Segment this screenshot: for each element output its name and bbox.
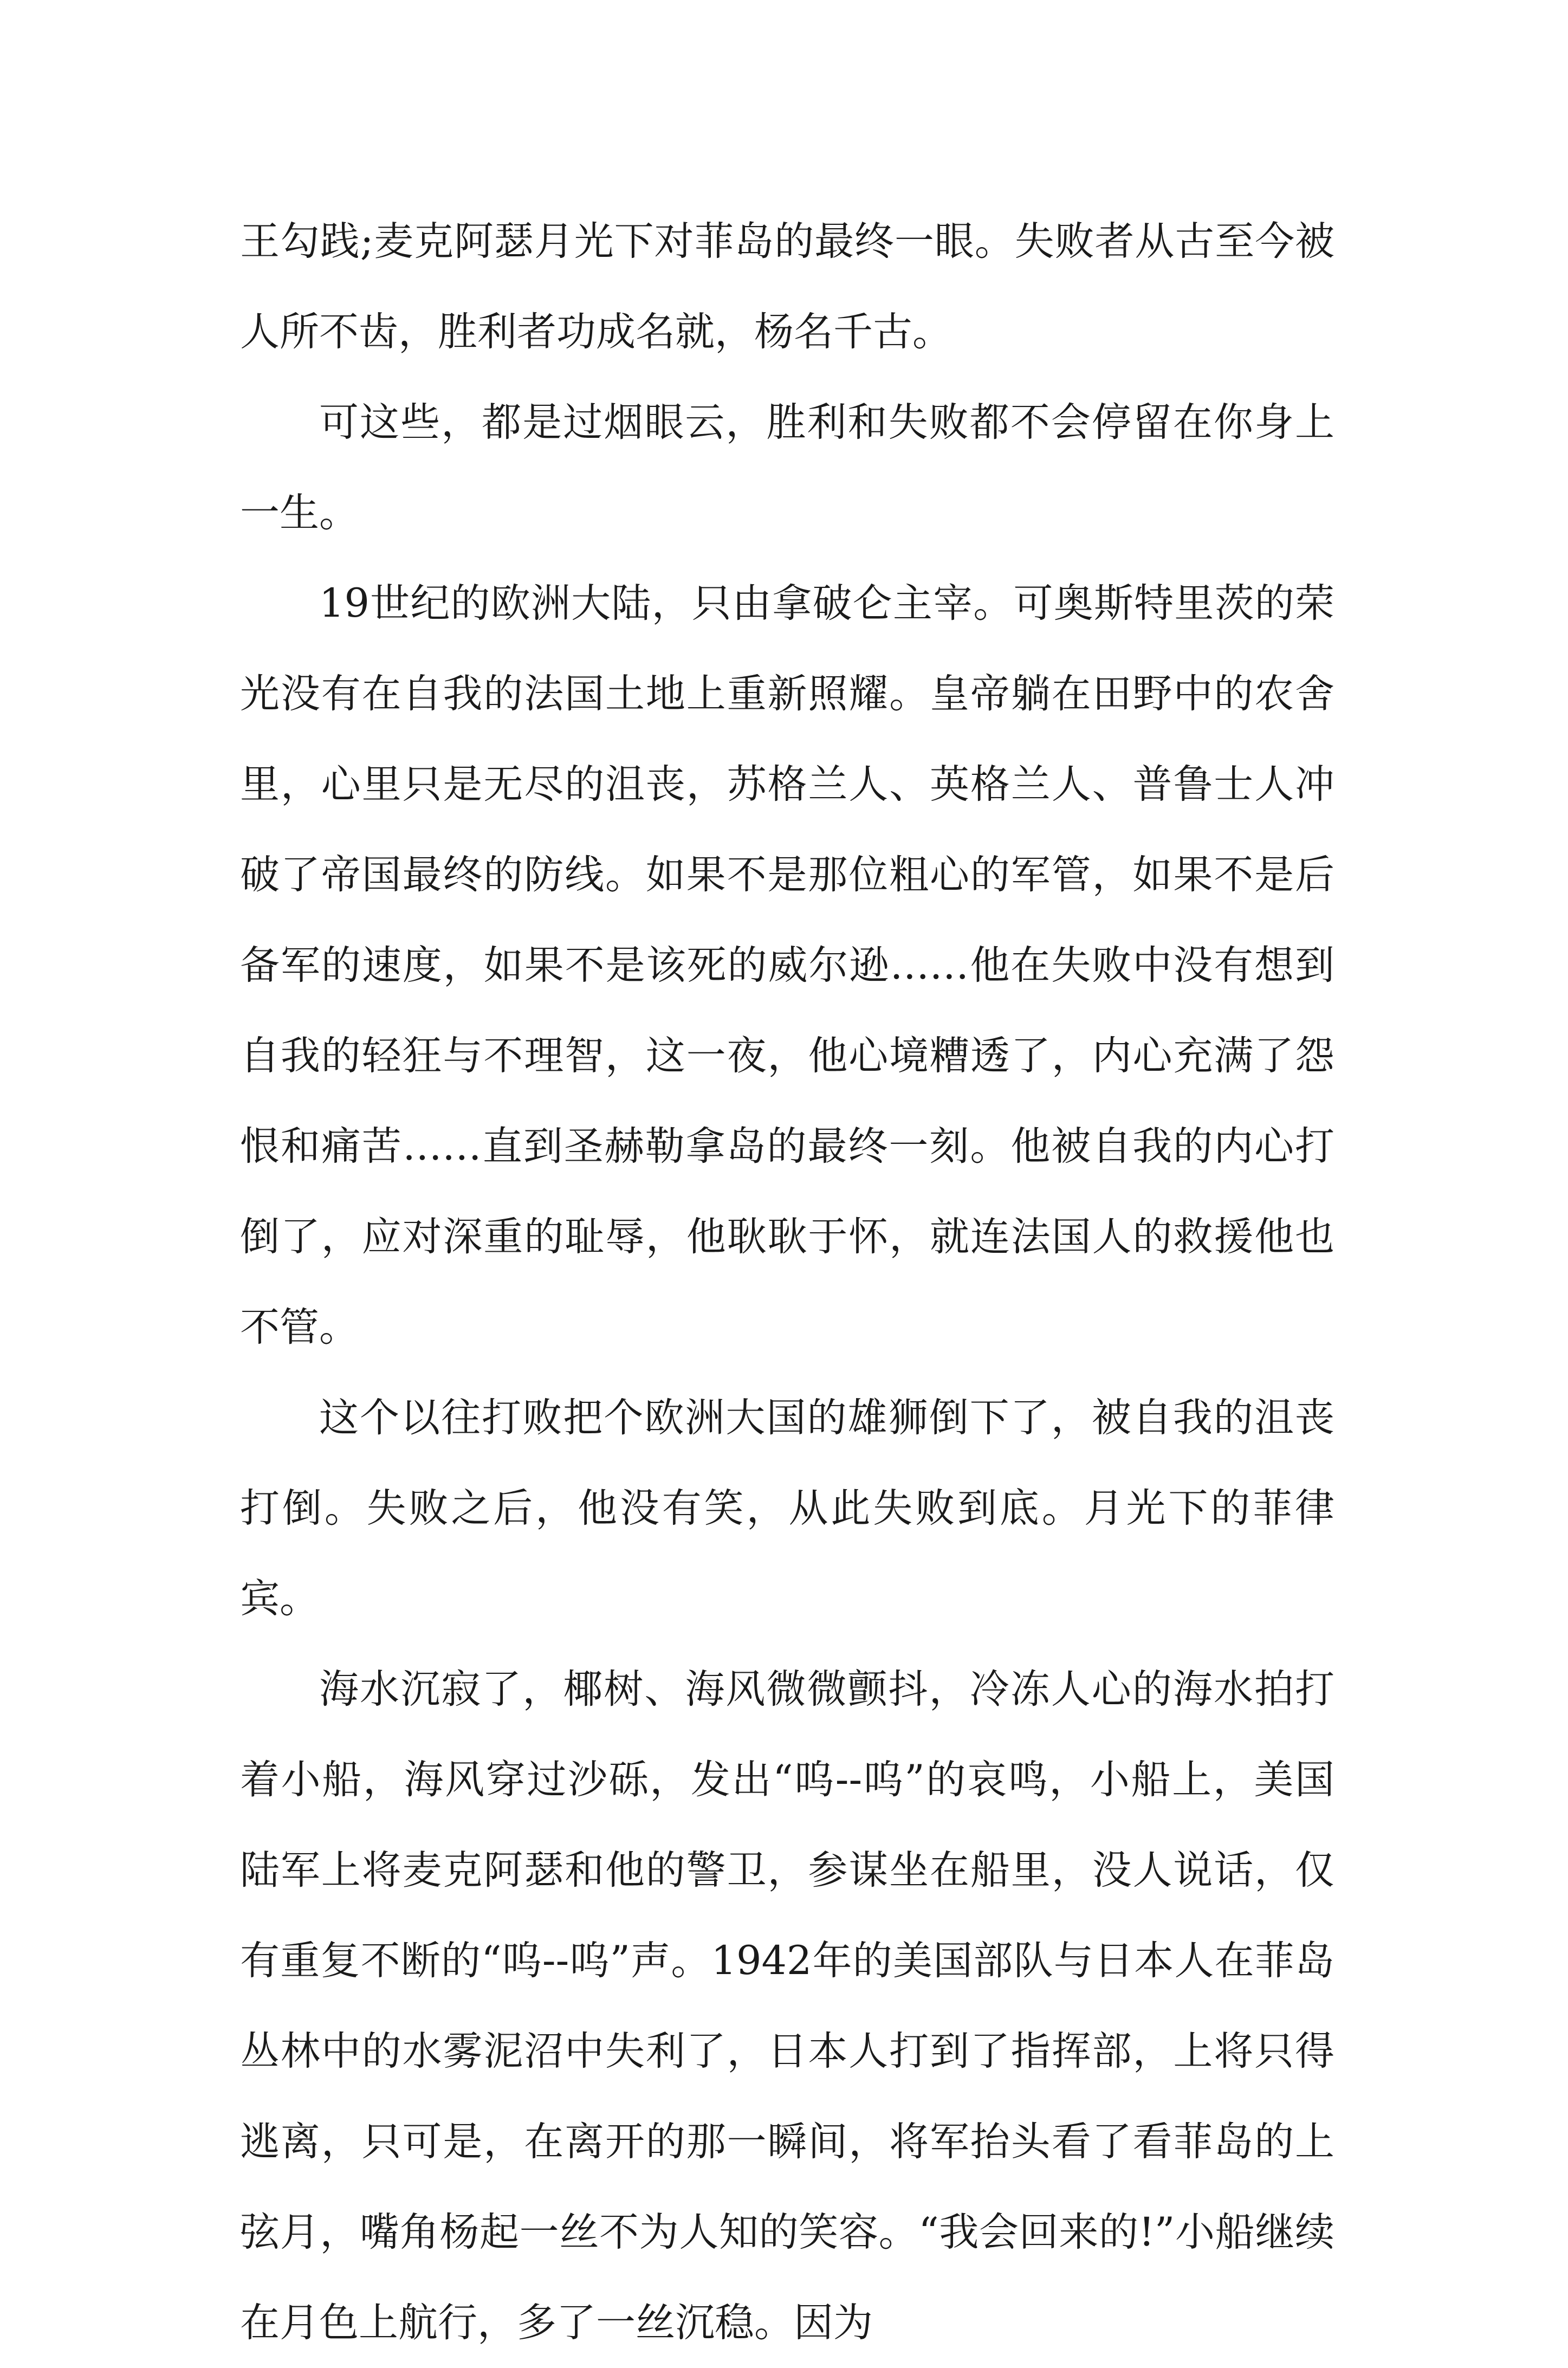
paragraph-1: 王勾践;麦克阿瑟月光下对菲岛的最终一眼。失败者从古至今被人所不齿，胜利者功成名就，杨名千古。: [240, 218, 1334, 355]
paragraph-2: 可这些，都是过烟眼云，胜利和失败都不会停留在你身上一生。: [240, 399, 1334, 536]
body-text: [240, 196, 1334, 2368]
paragraph-5: 海水沉寂了，椰树、海风微微颤抖，冷冻人心的海水拍打着小船，海风穿过沙砾，发出“呜--呜”的哀鸣，小船上，美国陆军上将麦克阿瑟和他的警卫，参谋坐在船里，没人说话，仅有重复不断的“呜--呜”声。1942年的美国部队与日本人在菲岛丛林中的水雾泥沼中失利了，日本人打到了指挥部，上将只得逃离，只可是，在离开的那一瞬间，将军抬头看了看菲岛的上弦月，嘴角杨起一丝不为人知的笑容。“我会回来的!”小船继续在月色上航行，多了一丝沉稳。因为: [240, 1666, 1334, 2346]
paragraph-4: 这个以往打败把个欧洲大国的雄狮倒下了，被自我的沮丧打倒。失败之后，他没有笑，从此失败到底。月光下的菲律宾。: [240, 1395, 1334, 1622]
paragraph-3: 19世纪的欧洲大陆，只由拿破仑主宰。可奥斯特里茨的荣光没有在自我的法国土地上重新照耀。皇帝躺在田野中的农舍里，心里只是无尽的沮丧，苏格兰人、英格兰人、普鲁士人冲破了帝国最终的防线。如果不是那位粗心的军管，如果不是后备军的速度，如果不是该死的威尔逊……他在失败中没有想到自我的轻狂与不理智，这一夜，他心境糟透了，内心充满了怨恨和痛苦……直到圣赫勒拿岛的最终一刻。他被自我的内心打倒了，应对深重的耻辱，他耿耿于怀，就连法国人的救援他也不管。: [240, 580, 1334, 1350]
